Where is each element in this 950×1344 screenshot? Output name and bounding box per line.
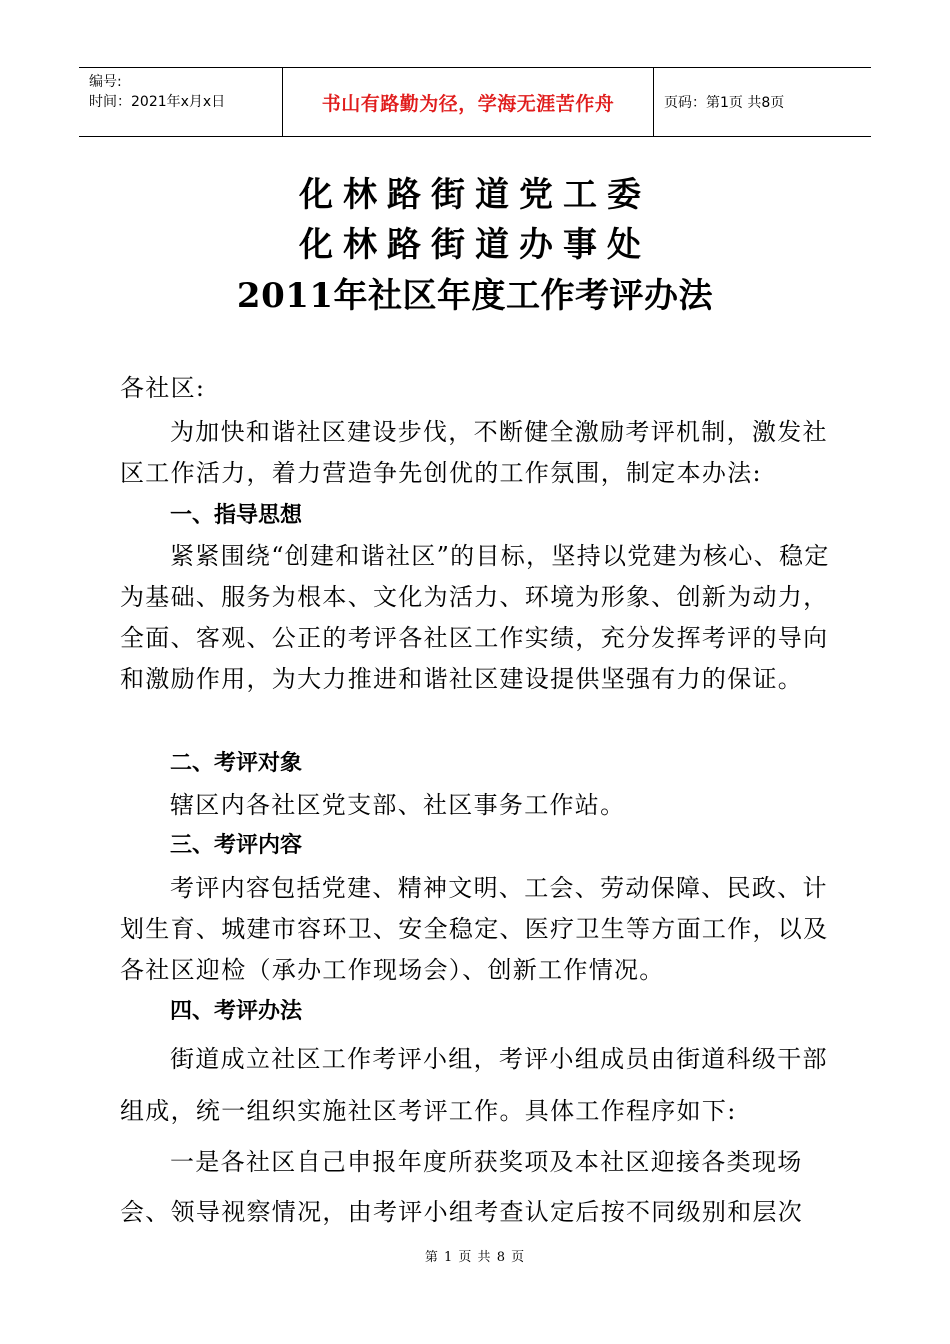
section-heading-1: 一、指导思想 <box>170 503 303 528</box>
document-number-label: 编号: <box>89 74 122 90</box>
title-line-3: 2011年社区年度工作考评办法 <box>236 276 714 316</box>
section-3-paragraph: 考评内容包括党建、精神文明、工会、劳动保障、民政、计划生育、城建市容环卫、安全稳定、医疗卫生等方面工作，以及各社区迎检（承办工作现场会）、创新工作情况。 <box>120 874 829 984</box>
title-line-1: 化林路街道党工委 <box>299 175 651 215</box>
intro-paragraph: 为加快和谐社区建设步伐，不断健全激励考评机制，激发社区工作活力，着力营造争先创优的工作氛围，制定本办法: <box>120 418 828 487</box>
section-4-paragraph: 街道成立社区工作考评小组，考评小组成员由街道科级干部组成，统一组织实施社区考评工作。具体工作程序如下: <box>120 1045 828 1125</box>
section-heading-2: 二、考评对象 <box>170 751 303 776</box>
section-heading-3: 三、考评内容 <box>170 833 303 858</box>
section-heading-4: 四、考评办法 <box>170 999 303 1024</box>
header-motto: 书山有路勤为径，学海无涯苦作舟 <box>282 68 654 136</box>
title-line-2: 化林路街道办事处 <box>299 225 651 265</box>
section-1-paragraph: 紧紧围绕“创建和谐社区”的目标，坚持以党建为核心、稳定为基础、服务为根本、文化为活力、环境为形象、创新为动力，全面、客观、公正的考评各社区工作实绩，充分发挥考评的导向和激励作用，为大力推进和谐社区建设提供坚强有力的保证。 <box>120 542 830 693</box>
header-meta <box>79 68 282 136</box>
document-header-table <box>79 67 871 137</box>
section-4-item-1: 一是各社区自己申报年度所获奖项及本社区迎接各类现场会、领导视察情况，由考评小组考查认定后按不同级别和层次 <box>120 1148 804 1226</box>
page-footer: 第 1 页 共 8 页 <box>424 1250 526 1265</box>
header-page-info: 页码：第1页 共8页 <box>664 95 785 111</box>
document-time-label: 时间：2021年x月x日 <box>89 94 226 110</box>
section-2-paragraph: 辖区内各社区党支部、社区事务工作站。 <box>170 791 626 819</box>
salutation: 各社区: <box>120 374 206 402</box>
